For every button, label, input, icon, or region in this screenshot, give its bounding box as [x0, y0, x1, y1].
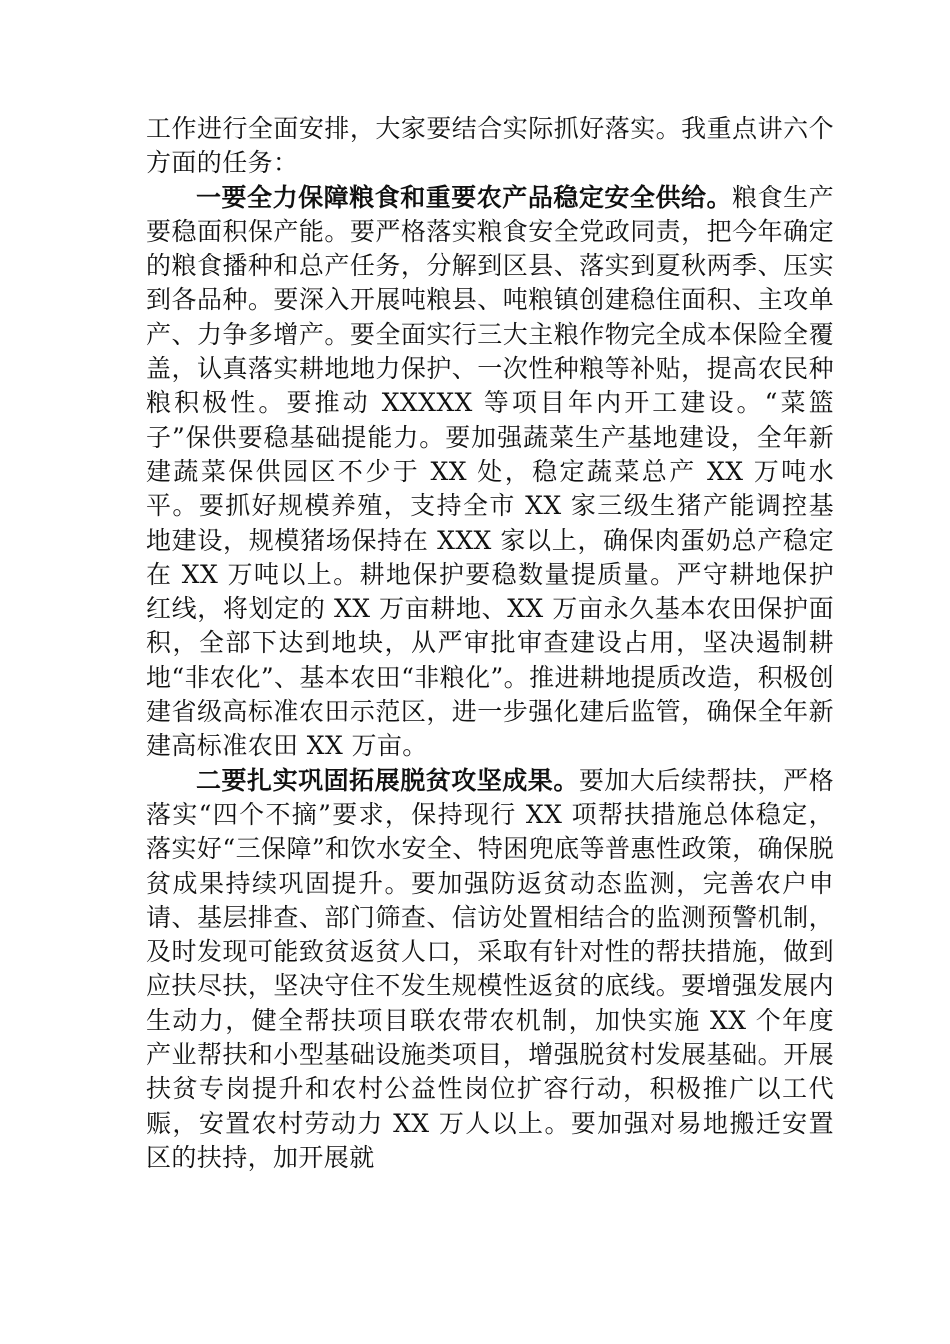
paragraph-task-1 [146, 181, 834, 764]
task-2-heading: 二要扎实巩固拓展脱贫攻坚成果。 [196, 765, 579, 795]
document-body [146, 112, 834, 1175]
paragraph-intro-text: 工作进行全面安排，大家要结合实际抓好落实。我重点讲六个方面的任务： [146, 114, 834, 178]
task-2-text: 要加大后续帮扶，严格落实“四个不摘”要求，保持现行 XX 项帮扶措施总体稳定，落实好“三保障”和饮水安全、特困兜底等普惠性政策，确保脱贫成果持续巩固提升。要加强防返贫动态监测，完善农户申请、基层排查、部门筛查、信访处置相结合的监测预警机制，及时发现可能致贫返贫人口，采取有针对性的帮扶措施，做到应扶尽扶，坚决守住不发生规模性返贫的底线。要增强发展内生动力，健全帮扶项目联农带农机制，加快实施 XX 个年度产业帮扶和小型基础设施类项目，增强脱贫村发展基础。开展扶贫专岗提升和农村公益性岗位扩容行动，积极推广以工代赈，安置农村劳动力 XX 万人以上。要加强对易地搬迁安置区的扶持，加开展就 [146, 765, 834, 1172]
task-1-text: 粮食生产要稳面积保产能。要严格落实粮食安全党政同责，把今年确定的粮食播种和总产任务，分解到区县、落实到夏秋两季、压实到各品种。要深入开展吨粮县、吨粮镇创建稳住面积、主攻单产、力争多增产。要全面实行三大主粮作物完全成本保险全覆盖，认真落实耕地地力保护、一次性种粮等补贴，提高农民种粮积极性。要推动 XXXXX 等项目年内开工建设。“菜篮子”保供要稳基础提能力。要加强蔬菜生产基地建设，全年新建蔬菜保供园区不少于 XX 处，稳定蔬菜总产 XX 万吨水平。要抓好规模养殖，支持全市 XX 家三级生猪产能调控基地建设，规模猪场保持在 XXX 家以上，确保肉蛋奶总产稳定在 XX 万吨以上。耕地保护要稳数量提质量。严守耕地保护红线，将划定的 XX 万亩耕地、XX 万亩永久基本农田保护面积，全部下达到地块，从严审批审查建设占用，坚决遏制耕地“非农化”、基本农田“非粮化”。推进耕地提质改造，积极创建省级高标准农田示范区，进一步强化建后监管，确保全年新建高标准农田 XX 万亩。 [146, 182, 834, 761]
task-1-heading: 一要全力保障粮食和重要农产品稳定安全供给。 [196, 182, 733, 212]
paragraph-intro [146, 112, 834, 181]
paragraph-task-2 [146, 764, 834, 1176]
